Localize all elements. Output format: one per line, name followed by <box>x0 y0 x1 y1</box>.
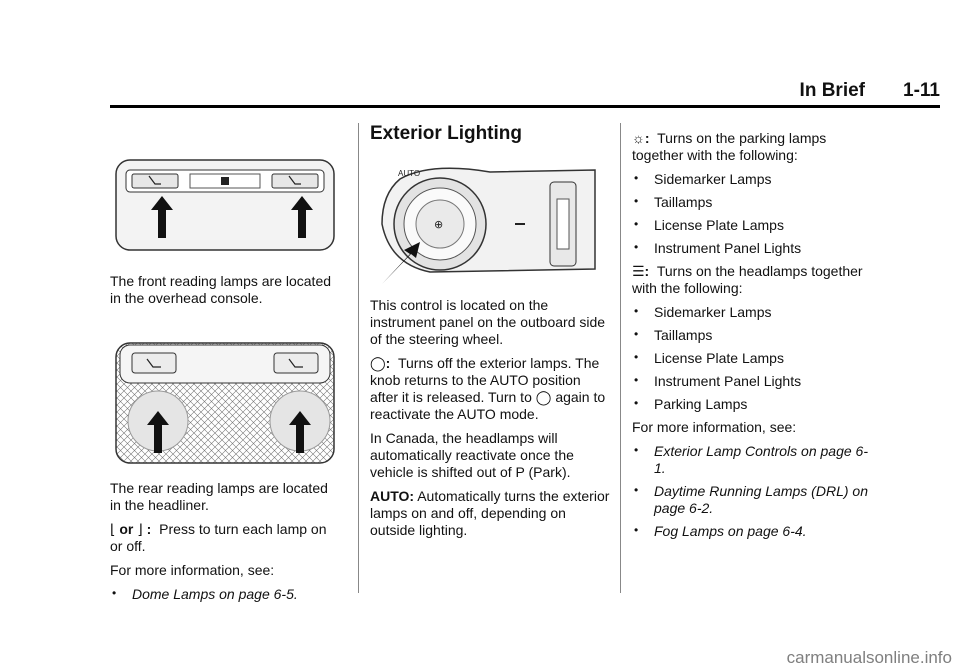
more-info-label: For more information, see: <box>632 419 797 435</box>
list-item <box>632 523 872 540</box>
canada-note: In Canada, the headlamps will automatically reactivate once the vehicle is shifted out of P (Park). <box>370 430 574 480</box>
or-label: or <box>119 521 134 537</box>
see-also-list <box>632 443 872 540</box>
page-number: 1-11 <box>903 80 940 101</box>
list-item: • License Plate Lamps <box>632 217 872 234</box>
more-info-label: For more information, see: <box>110 562 275 578</box>
list-item <box>632 443 872 477</box>
list-item: • Sidemarker Lamps <box>632 304 872 321</box>
list-item: • Taillamps <box>632 194 872 211</box>
list-item <box>110 586 340 603</box>
off-description: ◯: Turns off the exterior lamps. The knob returns to the AUTO position after it is released. Turn to ◯ again to reactivate the AUTO mode. <box>370 355 606 422</box>
lamp-description: Press to turn each lamp on or off. <box>110 521 327 554</box>
section-title: In Brief <box>799 80 865 101</box>
link-exterior-lamp-controls[interactable]: Exterior Lamp Controls on page 6-1. <box>654 443 868 476</box>
link-drl[interactable]: Daytime Running Lamps (DRL) on page 6-2. <box>654 483 868 516</box>
column-1 <box>110 150 340 609</box>
off-icon: ◯: <box>370 355 391 371</box>
see-also-list <box>110 586 340 603</box>
list-item: • Parking Lamps <box>632 396 872 413</box>
headlamp-icon: ☰: <box>632 263 650 279</box>
page-header <box>0 0 960 110</box>
parking-lamps-description: ☼: Turns on the parking lamps together with the following: <box>632 130 827 163</box>
list-item: • Taillamps <box>632 327 872 344</box>
list-item <box>632 483 872 517</box>
column-divider <box>620 123 621 593</box>
exterior-lighting-heading: Exterior Lighting <box>370 123 522 144</box>
auto-term: AUTO: <box>370 488 415 504</box>
column-divider <box>358 123 359 593</box>
list-item: • Instrument Panel Lights <box>632 240 872 257</box>
parking-lamps-list <box>632 171 872 257</box>
parking-lamp-icon: ☼: <box>632 130 650 146</box>
svg-text:⊕: ⊕ <box>434 219 444 231</box>
auto-label: AUTO <box>398 169 421 178</box>
lamp-buttons-description: ⌊ or ⌋ : Press to turn each lamp on or off. <box>110 521 327 554</box>
headlamps-list <box>632 304 872 413</box>
headlamps-description: ☰: Turns on the headlamps together with the following: <box>632 263 863 296</box>
column-3 <box>632 130 872 546</box>
header-rule <box>110 105 940 108</box>
watermark: carmanualsonline.info <box>786 648 952 667</box>
link-fog-lamps[interactable]: Fog Lamps on page 6-4. <box>654 523 807 539</box>
list-item: • License Plate Lamps <box>632 350 872 367</box>
control-intro: This control is located on the instrument panel on the outboard side of the steering wheel. <box>370 297 606 347</box>
rear-reading-lamps-figure <box>110 335 340 470</box>
auto-description: AUTO: Automatically turns the exterior lamps on and off, depending on outside lighting. <box>370 488 610 538</box>
headlamp-switch-figure <box>370 154 600 289</box>
list-item: • Instrument Panel Lights <box>632 373 872 390</box>
off-icon: ◯ <box>535 389 552 405</box>
link-dome-lamps[interactable]: Dome Lamps on page 6-5. <box>132 586 298 602</box>
rear-lamp-icon: ⌋ <box>137 521 143 537</box>
column-2 <box>370 125 610 546</box>
front-lamp-icon: ⌊ <box>110 521 116 537</box>
list-item: • Sidemarker Lamps <box>632 171 872 188</box>
front-lamps-caption: The front reading lamps are located in the overhead console. <box>110 273 332 306</box>
front-reading-lamps-figure <box>110 150 340 265</box>
rear-lamps-caption: The rear reading lamps are located in the headliner. <box>110 480 328 513</box>
